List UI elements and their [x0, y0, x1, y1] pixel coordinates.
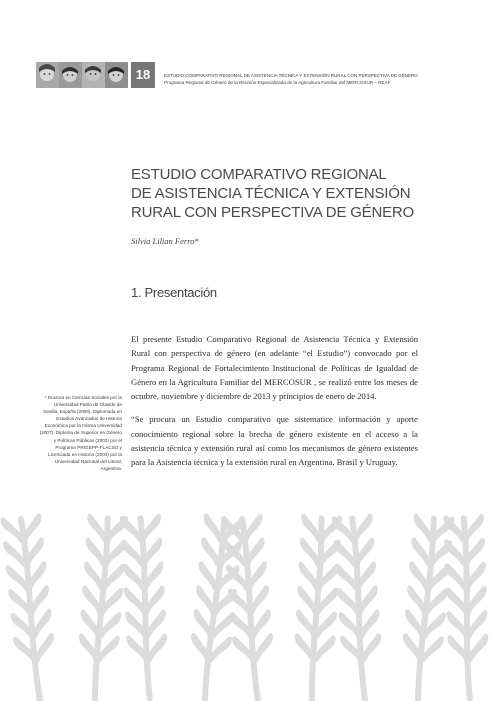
section-heading: 1. Presentación	[131, 285, 217, 300]
document-title	[131, 165, 431, 222]
author-footnote: * Doctora en Ciencias Sociales por la Universidad Pablo de Olavide de Sevilla, España (2009). Diplomada en Estudios Avanzados de Historia Económica por la misma Universidad (2007). Diploma de Superior en Género y Políticas Públicas (2003) por el Programa PRIGEPP-FLACSO y Licenciada en Historia (2003) por la Universidad Nacional del Litoral, Argentina.	[39, 395, 122, 471]
page-number-badge: 18	[131, 62, 155, 88]
title-line: RURAL CON PERSPECTIVA DE GÉNERO	[131, 204, 415, 221]
wheat-stalk	[224, 516, 276, 701]
wheat-stalk	[334, 516, 383, 701]
wheat-stalk	[400, 516, 452, 701]
paragraph: El presente Estudio Comparativo Regional de Asistencia Técnica y Extensión Rural con perspectiva de género (en adelante “el Estudio”) convocado por el Programa Regional de Fortalecimiento Institucional de Políticas de Igualdad de Género en la Agricultura Familiar del MERCOSUR , se realizó entre los meses de octubre, noviembre y diciembre de 2013 y principios de enero de 2014.	[131, 334, 418, 402]
body-text	[131, 332, 418, 479]
title-line: DE ASISTENCIA TÉCNICA Y EXTENSIÓN	[131, 185, 411, 202]
author-name: Silvia Lilian Ferro*	[131, 236, 199, 246]
running-header-program: Programa Regional de Género de la Reunión Especializada de la Agricultura Familiar del MERCOSUR – REAF	[164, 80, 391, 85]
wheat-stalk	[294, 516, 340, 701]
paragraph: “Se procura un Estudio comparativo que sistematice información y aporte conocimiento regional sobre la brecha de género existente en el acceso a la asistencia técnica y extensión rural así como los mecanismos de género existentes para la Asistencia técnica y la extensión rural en Argentina, Brasil y Uruguay.	[131, 414, 418, 468]
title-line: ESTUDIO COMPARATIVO REGIONAL	[131, 166, 387, 183]
wheat-pattern	[0, 500, 495, 701]
wheat-stalk	[122, 516, 168, 701]
wheat-stalk	[187, 516, 242, 701]
portrait-photo-strip	[36, 62, 128, 88]
wheat-stalk	[3, 516, 58, 701]
running-header-title: ESTUDIO COMPARATIVO REGIONAL DE ASISTENCIA TÉCNICA Y EXTENSIÓN RURAL CON PERSPECTIVA DE GÉNERO	[164, 73, 418, 78]
running-header	[164, 72, 464, 86]
wheat-stalk	[77, 516, 126, 701]
